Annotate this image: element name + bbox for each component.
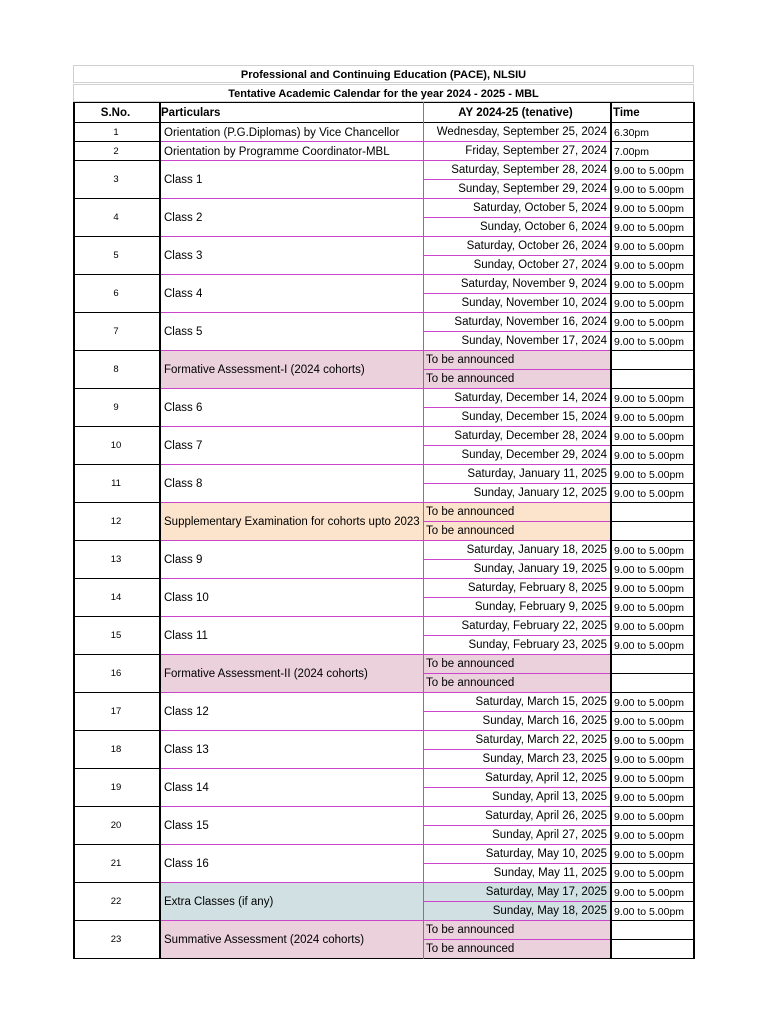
grid-line (159, 540, 610, 541)
row-particulars: Supplementary Examination for cohorts upto 2023 (161, 503, 423, 541)
time-cell: 9.00 to 5.00pm (614, 640, 685, 652)
grid-line (159, 464, 610, 465)
grid-line (423, 255, 610, 256)
row-sno: 8 (113, 364, 119, 375)
time-cell: 9.00 to 5.00pm (614, 792, 685, 804)
row-particulars: Class 12 (164, 706, 209, 718)
grid-line (159, 236, 610, 237)
grid-line (610, 692, 694, 693)
grid-line (159, 692, 610, 693)
grid-line (73, 274, 159, 275)
grid-line (610, 426, 694, 427)
time-cell: 9.00 to 5.00pm (614, 241, 685, 253)
row-sno: 19 (110, 782, 122, 793)
grid-line (610, 331, 694, 332)
time-cell: 9.00 to 5.00pm (614, 260, 685, 272)
time-cell: 9.00 to 5.00pm (614, 830, 685, 842)
row-particulars: Class 14 (164, 782, 209, 794)
time-cell: 9.00 to 5.00pm (614, 165, 685, 177)
row-particulars: Orientation by Programme Coordinator-MBL (164, 145, 390, 158)
grid-line (159, 502, 610, 503)
time-cell: 9.00 to 5.00pm (614, 602, 685, 614)
grid-line (610, 787, 694, 788)
row-sno: 13 (110, 554, 122, 565)
date-cell: Sunday, April 27, 2025 (492, 829, 607, 841)
grid-line (159, 730, 610, 731)
row-sno: 11 (111, 478, 121, 489)
grid-line (73, 654, 159, 655)
row-particulars: Formative Assessment-II (2024 cohorts) (161, 655, 423, 693)
date-cell: Saturday, October 26, 2024 (466, 240, 607, 252)
time-cell: 9.00 to 5.00pm (614, 393, 685, 405)
date-cell: Saturday, May 17, 2025 (423, 883, 610, 902)
time-cell: 9.00 to 5.00pm (614, 545, 685, 557)
grid-line (159, 312, 610, 313)
time-cell (612, 674, 694, 693)
row-particulars: Class 5 (164, 326, 203, 338)
grid-line (159, 102, 161, 959)
time-cell (612, 370, 694, 389)
grid-line (610, 141, 694, 142)
row-particulars: Orientation (P.G.Diplomas) by Vice Chancellor (164, 126, 400, 139)
date-cell: Saturday, November 9, 2024 (460, 278, 607, 290)
row-particulars: Class 4 (164, 288, 203, 300)
time-cell: 9.00 to 5.00pm (614, 868, 685, 880)
date-cell: Sunday, September 29, 2024 (458, 183, 607, 195)
date-cell: Saturday, September 28, 2024 (451, 164, 607, 176)
grid-line (610, 540, 694, 541)
grid-line (610, 483, 694, 484)
grid-line (73, 426, 159, 427)
grid-line (610, 464, 694, 465)
grid-line (610, 825, 694, 826)
grid-line (610, 616, 694, 617)
grid-line (73, 502, 159, 503)
grid-line (73, 882, 159, 883)
date-cell: Sunday, November 17, 2024 (461, 335, 607, 347)
time-cell: 9.00 to 5.00pm (614, 488, 685, 500)
row-sno: 12 (110, 516, 122, 527)
date-cell: Sunday, December 29, 2024 (461, 449, 607, 461)
date-cell: Friday, September 27, 2024 (465, 145, 607, 157)
row-particulars: Class 10 (164, 592, 209, 604)
time-cell: 9.00 to 5.00pm (614, 697, 685, 709)
date-cell: Sunday, February 9, 2025 (474, 601, 607, 613)
date-cell: Sunday, March 16, 2025 (482, 715, 607, 727)
date-cell: Saturday, January 11, 2025 (467, 468, 607, 480)
grid-line (73, 768, 159, 769)
row-sno: 20 (110, 820, 122, 831)
column-header-sno: S.No. (100, 107, 131, 119)
grid-line (610, 806, 694, 807)
grid-line (610, 578, 694, 579)
time-cell (612, 503, 694, 522)
time-cell: 9.00 to 5.00pm (614, 203, 685, 215)
grid-line (610, 844, 694, 845)
grid-line (73, 388, 159, 389)
grid-line (73, 141, 159, 142)
grid-line (610, 445, 694, 446)
time-cell: 9.00 to 5.00pm (614, 754, 685, 766)
document-title: Professional and Continuing Education (PACE), NLSIU (73, 65, 694, 83)
time-cell (612, 522, 694, 541)
row-particulars: Extra Classes (if any) (161, 883, 423, 921)
grid-line (610, 179, 694, 180)
time-cell: 9.00 to 5.00pm (614, 773, 685, 785)
time-cell: 9.00 to 5.00pm (614, 317, 685, 329)
grid-line (610, 882, 694, 883)
time-cell: 9.00 to 5.00pm (614, 222, 685, 234)
row-particulars: Class 13 (164, 744, 209, 756)
grid-line (159, 844, 610, 845)
grid-line (423, 597, 610, 598)
time-cell: 9.00 to 5.00pm (614, 412, 685, 424)
time-cell: 9.00 to 5.00pm (614, 849, 685, 861)
grid-line (73, 198, 159, 199)
tba-cell: To be announced (423, 351, 610, 370)
row-particulars: Class 15 (164, 820, 209, 832)
row-sno: 2 (113, 146, 119, 157)
grid-line (159, 920, 610, 921)
grid-line (73, 236, 159, 237)
grid-line (159, 350, 610, 351)
grid-line (610, 863, 694, 864)
date-cell: Saturday, April 26, 2025 (485, 810, 607, 822)
column-header-ay: AY 2024-25 (tenative) (458, 107, 573, 119)
grid-line (423, 521, 610, 522)
row-sno: 21 (110, 858, 122, 869)
grid-line (423, 673, 610, 674)
grid-line (159, 654, 610, 655)
row-sno: 1 (113, 127, 119, 138)
grid-line (423, 787, 610, 788)
row-particulars: Class 2 (164, 212, 203, 224)
row-sno: 10 (110, 440, 122, 451)
tba-cell: To be announced (423, 370, 610, 389)
grid-line (423, 863, 610, 864)
date-cell: Sunday, May 11, 2025 (493, 867, 607, 879)
date-cell: Sunday, January 12, 2025 (473, 487, 607, 499)
grid-line (73, 350, 159, 351)
row-sno: 14 (110, 592, 122, 603)
time-cell: 9.00 to 5.00pm (614, 298, 685, 310)
row-particulars: Class 1 (164, 174, 203, 186)
grid-line (610, 635, 694, 636)
grid-line (423, 102, 424, 959)
row-sno: 18 (110, 744, 122, 755)
grid-line (159, 198, 610, 199)
time-cell: 9.00 to 5.00pm (614, 583, 685, 595)
grid-line (610, 901, 694, 902)
grid-line (73, 122, 694, 123)
time-cell: 9.00 to 5.00pm (614, 469, 685, 481)
grid-line (423, 825, 610, 826)
time-cell: 7.00pm (614, 146, 650, 158)
time-cell: 9.00 to 5.00pm (614, 450, 685, 462)
date-cell: Sunday, January 19, 2025 (473, 563, 607, 575)
grid-line (423, 635, 610, 636)
grid-line (73, 102, 694, 103)
grid-line (610, 730, 694, 731)
row-sno: 15 (110, 630, 122, 641)
row-particulars: Class 8 (164, 478, 203, 490)
row-sno: 7 (113, 326, 119, 337)
grid-line (73, 540, 159, 541)
grid-line (423, 749, 610, 750)
grid-line (610, 198, 694, 199)
grid-line (159, 806, 610, 807)
grid-line (693, 102, 695, 959)
date-cell: Saturday, January 18, 2025 (466, 544, 607, 556)
grid-line (73, 958, 694, 959)
tba-cell: To be announced (423, 674, 610, 693)
grid-line (159, 578, 610, 579)
grid-line (610, 102, 612, 959)
time-cell: 9.00 to 5.00pm (614, 716, 685, 728)
grid-line (423, 711, 610, 712)
grid-line (610, 160, 694, 161)
grid-line (73, 102, 75, 959)
grid-line (159, 616, 610, 617)
row-particulars: Class 7 (164, 440, 203, 452)
row-particulars: Class 3 (164, 250, 203, 262)
date-cell: Saturday, March 22, 2025 (475, 734, 607, 746)
tba-cell: To be announced (423, 503, 610, 522)
row-sno: 3 (113, 174, 119, 185)
grid-line (610, 559, 694, 560)
grid-line (73, 806, 159, 807)
time-cell: 9.00 to 5.00pm (614, 431, 685, 443)
date-cell: Sunday, December 15, 2024 (461, 411, 607, 423)
date-cell: Saturday, December 28, 2024 (454, 430, 607, 442)
grid-line (610, 388, 694, 389)
time-cell: 9.00 to 5.00pm (614, 336, 685, 348)
grid-line (423, 331, 610, 332)
tba-cell: To be announced (423, 921, 610, 940)
grid-line (159, 882, 610, 883)
date-cell: Sunday, November 10, 2024 (461, 297, 607, 309)
grid-line (610, 939, 694, 940)
column-header-time: Time (613, 107, 640, 119)
grid-line (423, 369, 610, 370)
grid-line (159, 426, 610, 427)
time-cell: 9.00 to 5.00pm (614, 621, 685, 633)
time-cell: 9.00 to 5.00pm (614, 564, 685, 576)
time-cell: 9.00 to 5.00pm (614, 735, 685, 747)
grid-line (423, 179, 610, 180)
time-cell: 9.00 to 5.00pm (614, 184, 685, 196)
date-cell: Sunday, October 6, 2024 (479, 221, 607, 233)
time-cell: 6.30pm (614, 127, 650, 139)
row-particulars: Class 11 (164, 630, 208, 642)
date-cell: Saturday, November 16, 2024 (454, 316, 607, 328)
row-particulars: Class 9 (164, 554, 203, 566)
row-particulars: Summative Assessment (2024 cohorts) (161, 921, 423, 959)
grid-line (610, 236, 694, 237)
date-cell: Saturday, October 5, 2024 (472, 202, 607, 214)
tba-cell: To be announced (423, 655, 610, 674)
date-cell: Saturday, December 14, 2024 (454, 392, 607, 404)
row-sno: 22 (110, 896, 122, 907)
grid-line (423, 901, 610, 902)
grid-line (610, 654, 694, 655)
date-cell: Wednesday, September 25, 2024 (436, 126, 607, 138)
row-sno: 17 (110, 706, 122, 717)
date-cell: Sunday, March 23, 2025 (482, 753, 607, 765)
grid-line (610, 312, 694, 313)
time-cell: 9.00 to 5.00pm (614, 906, 685, 918)
date-cell: Sunday, April 13, 2025 (492, 791, 607, 803)
row-sno: 4 (113, 212, 119, 223)
time-cell: 9.00 to 5.00pm (614, 811, 685, 823)
grid-line (610, 768, 694, 769)
grid-line (610, 217, 694, 218)
row-particulars: Formative Assessment-I (2024 cohorts) (161, 351, 423, 389)
column-header-particulars: Particulars (161, 107, 221, 119)
row-sno: 5 (113, 250, 119, 261)
row-sno: 6 (113, 288, 119, 299)
date-cell: Saturday, February 8, 2025 (467, 582, 607, 594)
tba-cell: To be announced (423, 522, 610, 541)
grid-line (423, 217, 610, 218)
row-sno: 16 (110, 668, 122, 679)
date-cell: Sunday, October 27, 2024 (473, 259, 607, 271)
grid-line (73, 464, 159, 465)
date-cell: Saturday, February 22, 2025 (461, 620, 607, 632)
grid-line (423, 407, 610, 408)
grid-line (610, 673, 694, 674)
document-subtitle: Tentative Academic Calendar for the year 2024 - 2025 - MBL (73, 84, 694, 102)
date-cell: Saturday, May 10, 2025 (485, 848, 607, 860)
grid-line (610, 369, 694, 370)
row-sno: 9 (113, 402, 119, 413)
time-cell: 9.00 to 5.00pm (614, 887, 685, 899)
grid-line (159, 768, 610, 769)
grid-line (423, 559, 610, 560)
grid-line (423, 445, 610, 446)
grid-line (423, 483, 610, 484)
grid-line (73, 160, 159, 161)
time-cell: 9.00 to 5.00pm (614, 279, 685, 291)
grid-line (610, 407, 694, 408)
time-cell (612, 921, 694, 940)
grid-line (610, 920, 694, 921)
grid-line (610, 274, 694, 275)
grid-line (610, 350, 694, 351)
date-cell: Saturday, March 15, 2025 (475, 696, 607, 708)
time-cell (612, 351, 694, 370)
grid-line (159, 141, 610, 142)
grid-line (610, 502, 694, 503)
date-cell: Sunday, February 23, 2025 (468, 639, 607, 651)
row-particulars: Class 6 (164, 402, 203, 414)
row-particulars: Class 16 (164, 858, 209, 870)
date-cell: Saturday, April 12, 2025 (485, 772, 607, 784)
grid-line (423, 939, 610, 940)
grid-line (610, 255, 694, 256)
grid-line (610, 597, 694, 598)
grid-line (73, 578, 159, 579)
calendar-sheet (73, 65, 695, 958)
grid-line (73, 692, 159, 693)
grid-line (73, 616, 159, 617)
time-cell (612, 940, 694, 959)
grid-line (159, 388, 610, 389)
time-cell (612, 655, 694, 674)
date-cell: Sunday, May 18, 2025 (423, 902, 610, 921)
grid-line (159, 274, 610, 275)
row-sno: 23 (110, 934, 122, 945)
grid-line (423, 293, 610, 294)
grid-line (73, 312, 159, 313)
grid-line (610, 749, 694, 750)
tba-cell: To be announced (423, 940, 610, 959)
grid-line (73, 920, 159, 921)
grid-line (73, 844, 159, 845)
grid-line (610, 711, 694, 712)
grid-line (159, 160, 610, 161)
grid-line (73, 730, 159, 731)
grid-line (610, 293, 694, 294)
grid-line (610, 521, 694, 522)
